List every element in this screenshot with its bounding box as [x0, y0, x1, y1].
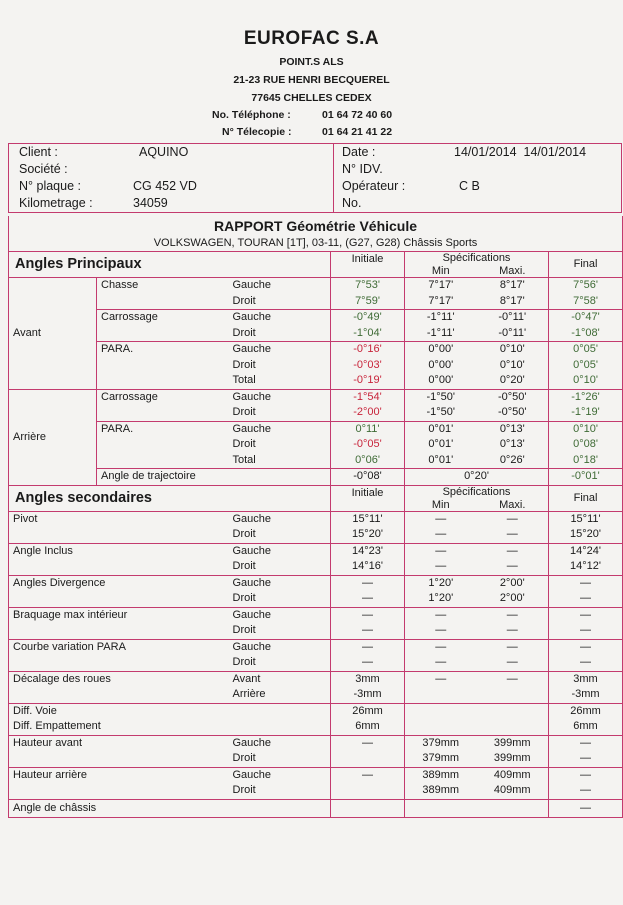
- row-inclus-droit: [9, 559, 623, 575]
- fax-label: N° Télecopie :: [222, 126, 292, 138]
- date-block: [334, 144, 622, 213]
- inclus-label: Angle Inclus: [9, 543, 229, 559]
- value-final: —: [549, 591, 623, 607]
- value-final: -0°47': [549, 310, 623, 326]
- value-max: 2°00': [499, 576, 525, 589]
- avant-label: Avant: [9, 278, 97, 390]
- value-initial: —: [331, 655, 405, 671]
- value-final: 7°56': [549, 278, 623, 294]
- value-min: 0°00': [405, 342, 477, 358]
- geometry-table: [8, 216, 623, 818]
- row-diff-empattement: [9, 719, 623, 735]
- value-final: 0°18': [549, 453, 623, 469]
- value-initial: 15°20': [331, 527, 405, 543]
- value-min: —: [405, 511, 477, 527]
- value-max: 399mm: [477, 751, 549, 767]
- value-initial: -1°54': [331, 389, 405, 405]
- no-label: No.: [342, 196, 362, 210]
- value-max: 0°26': [499, 453, 525, 466]
- value-min: -1°11': [405, 326, 477, 342]
- side-label: Droit: [229, 326, 331, 342]
- row-hauteur-av-gauche: [9, 735, 623, 751]
- value-initial: —: [331, 735, 405, 751]
- diff-empat-label: Diff. Empattement: [9, 719, 331, 735]
- side-label: Droit: [232, 438, 256, 451]
- row-divergence-gauche: [9, 575, 623, 591]
- value-final: —: [549, 751, 623, 767]
- value-initial: 15°11': [331, 511, 405, 527]
- row-trajectoire: [9, 469, 623, 486]
- date-label: Date :: [342, 145, 376, 159]
- value-min: -1°50': [405, 405, 477, 421]
- value-max: -0°50': [477, 405, 549, 421]
- arriere-label: Arrière: [9, 389, 97, 485]
- courbe-label: Courbe variation PARA: [9, 639, 229, 655]
- operateur-value: C B: [459, 179, 480, 193]
- value-max: —: [477, 623, 549, 639]
- side-label: Gauche: [232, 544, 272, 557]
- value-final: 7°58': [549, 294, 623, 310]
- row-hauteur-av-droit: [9, 751, 623, 767]
- diff-voie-label: Diff. Voie: [9, 703, 331, 719]
- value-max: —: [477, 559, 549, 575]
- value-final: 26mm: [549, 703, 623, 719]
- value-initial: —: [331, 591, 405, 607]
- side-label: Gauche: [232, 576, 272, 589]
- value-initial: 6mm: [331, 719, 405, 735]
- value-min: 7°17': [405, 294, 477, 310]
- value-final: —: [549, 799, 623, 817]
- plaque-label: N° plaque :: [19, 179, 81, 193]
- value-min: 0°01': [405, 453, 477, 469]
- value-initial: -0°03': [331, 358, 405, 374]
- row-pivot-droit: [9, 527, 623, 543]
- company-line1: POINT.S ALS: [279, 56, 344, 68]
- pivot-label: Pivot: [9, 511, 229, 527]
- row-carrossage-ar-gauche: [9, 389, 623, 405]
- col-initiale: Initiale: [331, 252, 405, 278]
- value-max: -0°11': [498, 311, 527, 324]
- value-initial: -0°05': [331, 437, 405, 453]
- braquage-label: Braquage max intérieur: [9, 607, 229, 623]
- side-label: Gauche: [232, 512, 272, 525]
- col-min-2: Min: [405, 499, 477, 512]
- value-max: 0°10': [499, 343, 525, 356]
- side-label: Droit: [229, 623, 331, 639]
- side-label: Gauche: [232, 390, 272, 403]
- value-final: —: [549, 623, 623, 639]
- value-final: -3mm: [549, 687, 623, 703]
- value-min: 379mm: [405, 751, 477, 767]
- value-initial: -0°16': [331, 342, 405, 358]
- total-label: Total: [229, 373, 331, 389]
- side-label: Gauche: [232, 311, 272, 324]
- value-max: —: [506, 608, 518, 621]
- col-final-2: Final: [549, 485, 623, 511]
- value-max: 0°20': [477, 373, 549, 389]
- value-initial: 7°59': [331, 294, 405, 310]
- value-final: —: [549, 575, 623, 591]
- value-initial: -0°08': [331, 469, 405, 486]
- side-label: Gauche: [232, 608, 272, 621]
- col-maxi: Maxi.: [477, 265, 549, 278]
- value-max: 8°17': [477, 294, 549, 310]
- value-final: —: [549, 655, 623, 671]
- client-value: AQUINO: [139, 145, 189, 159]
- idv-label: N° IDV.: [342, 162, 383, 176]
- side-label: Droit: [229, 405, 331, 421]
- tel-label: No. Téléphone :: [212, 109, 291, 121]
- row-para-av-gauche: [9, 342, 623, 358]
- value-initial: -2°00': [331, 405, 405, 421]
- plaque-value: CG 452 VD: [133, 179, 197, 193]
- value-min: 1°20': [405, 591, 477, 607]
- value-final: —: [549, 639, 623, 655]
- value-max: 409mm: [493, 768, 531, 781]
- value-initial: —: [331, 639, 405, 655]
- row-courbe-droit: [9, 655, 623, 671]
- date-value: 14/01/2014 14/01/2014: [454, 145, 587, 159]
- value-initial: —: [331, 607, 405, 623]
- value-final: -1°19': [549, 405, 623, 421]
- value-final: —: [549, 767, 623, 783]
- value-min: -1°50': [405, 389, 477, 405]
- value-min: —: [405, 607, 477, 623]
- value-min: 7°17': [405, 278, 477, 294]
- value-max: —: [506, 544, 518, 557]
- value-min: 0°01': [405, 421, 477, 437]
- section-secondaires: Angles secondaires: [9, 485, 331, 511]
- value-min: —: [405, 655, 477, 671]
- value-spec: 0°20': [405, 469, 549, 486]
- value-final: 15°11': [549, 511, 623, 527]
- row-carrossage-av-gauche: [9, 310, 623, 326]
- value-final: -1°08': [549, 326, 623, 342]
- value-max: 0°13': [499, 422, 525, 435]
- row-hauteur-ar-gauche: [9, 767, 623, 783]
- value-initial: 14°23': [331, 543, 405, 559]
- row-hauteur-ar-droit: [9, 783, 623, 799]
- value-final: 0°10': [549, 373, 623, 389]
- client-info-table: [8, 143, 622, 213]
- value-initial: 0°06': [331, 453, 405, 469]
- value-initial: -0°19': [331, 373, 405, 389]
- carrossage-label: Carrossage: [97, 310, 229, 342]
- value-max: 0°13': [499, 438, 525, 451]
- value-initial: —: [331, 767, 405, 783]
- para-label: PARA.: [97, 342, 229, 390]
- side-label: Gauche: [232, 279, 272, 292]
- value-min: —: [405, 639, 477, 655]
- para-ar-label: PARA.: [97, 421, 229, 469]
- value-max: 399mm: [493, 736, 531, 749]
- row-chassis: [9, 799, 623, 817]
- value-final: 0°05': [549, 342, 623, 358]
- hauteur-arriere-label: Hauteur arrière: [9, 767, 229, 783]
- km-label: Kilometrage :: [19, 196, 93, 210]
- row-diff-voie: [9, 703, 623, 719]
- value-initial: —: [331, 575, 405, 591]
- value-final: 14°12': [549, 559, 623, 575]
- side-label: Gauche: [232, 422, 272, 435]
- value-final: 15°20': [549, 527, 623, 543]
- value-final: 0°10': [549, 421, 623, 437]
- value-max: —: [477, 527, 549, 543]
- value-max: 409mm: [477, 783, 549, 799]
- side-label: Avant: [232, 672, 261, 685]
- value-final: 0°08': [549, 437, 623, 453]
- decalage-label: Décalage des roues: [9, 671, 229, 687]
- value-final: 14°24': [549, 543, 623, 559]
- side-label: Droit: [229, 751, 331, 767]
- client-label: Client :: [19, 145, 58, 159]
- value-min: 379mm: [405, 735, 477, 751]
- row-braquage-gauche: [9, 607, 623, 623]
- col-specs-2: Spécifications: [405, 485, 549, 499]
- hauteur-avant-label: Hauteur avant: [9, 735, 229, 751]
- row-inclus-gauche: [9, 543, 623, 559]
- km-value: 34059: [133, 196, 168, 210]
- row-decalage-avant: [9, 671, 623, 687]
- operateur-label: Opérateur :: [342, 179, 406, 193]
- value-final: 6mm: [549, 719, 623, 735]
- value-max: 0°10': [499, 358, 525, 371]
- side-label: Gauche: [232, 736, 272, 749]
- row-courbe-gauche: [9, 639, 623, 655]
- value-initial: 26mm: [331, 703, 405, 719]
- side-label: Droit: [229, 527, 331, 543]
- value-max: 2°00': [477, 591, 549, 607]
- value-max: —: [506, 512, 518, 525]
- value-min: —: [405, 671, 477, 687]
- value-initial: 7°53': [331, 278, 405, 294]
- client-block: [9, 144, 334, 213]
- col-min: Min: [405, 265, 477, 278]
- value-final: —: [549, 783, 623, 799]
- side-label: Arrière: [229, 687, 331, 703]
- value-min: —: [405, 543, 477, 559]
- col-initiale-2: Initiale: [331, 485, 405, 511]
- value-min: —: [405, 527, 477, 543]
- value-min: -1°11': [405, 310, 477, 326]
- chasse-label: Chasse: [97, 278, 229, 310]
- value-min: 389mm: [405, 783, 477, 799]
- section-principaux: Angles Principaux: [9, 252, 331, 278]
- societe-label: Société :: [19, 162, 68, 176]
- value-min: 389mm: [405, 767, 477, 783]
- divergence-label: Angles Divergence: [9, 575, 229, 591]
- value-final: 0°05': [549, 358, 623, 374]
- col-final: Final: [549, 252, 623, 278]
- carrossage-ar-label: Carrossage: [97, 389, 229, 421]
- value-initial: -0°49': [331, 310, 405, 326]
- value-min: 0°00': [405, 358, 477, 374]
- value-max: —: [477, 655, 549, 671]
- row-chasse-gauche: [9, 278, 623, 294]
- value-min: —: [405, 559, 477, 575]
- side-label: Droit: [229, 559, 331, 575]
- side-label: Gauche: [232, 343, 272, 356]
- row-braquage-droit: [9, 623, 623, 639]
- side-label: Droit: [229, 783, 331, 799]
- row-decalage-arriere: [9, 687, 623, 703]
- company-name: EUROFAC S.A: [243, 28, 380, 49]
- tel-value: 01 64 72 40 60: [322, 109, 393, 121]
- report-title: RAPPORT Géométrie Véhicule: [9, 216, 623, 236]
- value-final: —: [549, 607, 623, 623]
- value-max: 8°17': [499, 279, 525, 292]
- row-divergence-droit: [9, 591, 623, 607]
- side-label: Droit: [229, 655, 331, 671]
- value-initial: -3mm: [331, 687, 405, 703]
- value-max: —: [506, 672, 518, 685]
- value-min: 1°20': [405, 575, 477, 591]
- col-specs: Spécifications: [405, 252, 549, 266]
- value-initial: -1°04': [331, 326, 405, 342]
- trajectoire-label: Angle de trajectoire: [97, 469, 331, 486]
- value-initial: 3mm: [331, 671, 405, 687]
- side-label: Droit: [229, 591, 331, 607]
- company-city: 77645 CHELLES CEDEX: [251, 92, 372, 104]
- side-label: Droit: [232, 358, 256, 371]
- value-min: 0°01': [405, 437, 477, 453]
- total-label: Total: [232, 453, 256, 466]
- fax-value: 01 64 21 41 22: [322, 126, 393, 138]
- side-label: Gauche: [232, 640, 272, 653]
- value-initial: 0°11': [331, 421, 405, 437]
- chassis-label: Angle de châssis: [9, 799, 331, 817]
- col-maxi-2: Maxi.: [477, 499, 549, 512]
- value-max: -0°50': [497, 390, 527, 403]
- row-para-ar-gauche: [9, 421, 623, 437]
- side-label: Droit: [229, 294, 331, 310]
- value-min: 0°00': [405, 373, 477, 389]
- value-initial: —: [331, 623, 405, 639]
- value-max: -0°11': [477, 326, 549, 342]
- value-initial: 14°16': [331, 559, 405, 575]
- vehicle-desc: VOLKSWAGEN, TOURAN [1T], 03-11, (G27, G28) Châssis Sports: [9, 236, 623, 252]
- value-min: —: [405, 623, 477, 639]
- value-final: -0°01': [549, 469, 623, 486]
- value-final: 3mm: [549, 671, 623, 687]
- company-address: 21-23 RUE HENRI BECQUEREL: [233, 74, 390, 86]
- side-label: Gauche: [232, 768, 272, 781]
- value-max: —: [506, 640, 518, 653]
- value-final: -1°26': [549, 389, 623, 405]
- row-pivot-gauche: [9, 511, 623, 527]
- value-final: —: [549, 735, 623, 751]
